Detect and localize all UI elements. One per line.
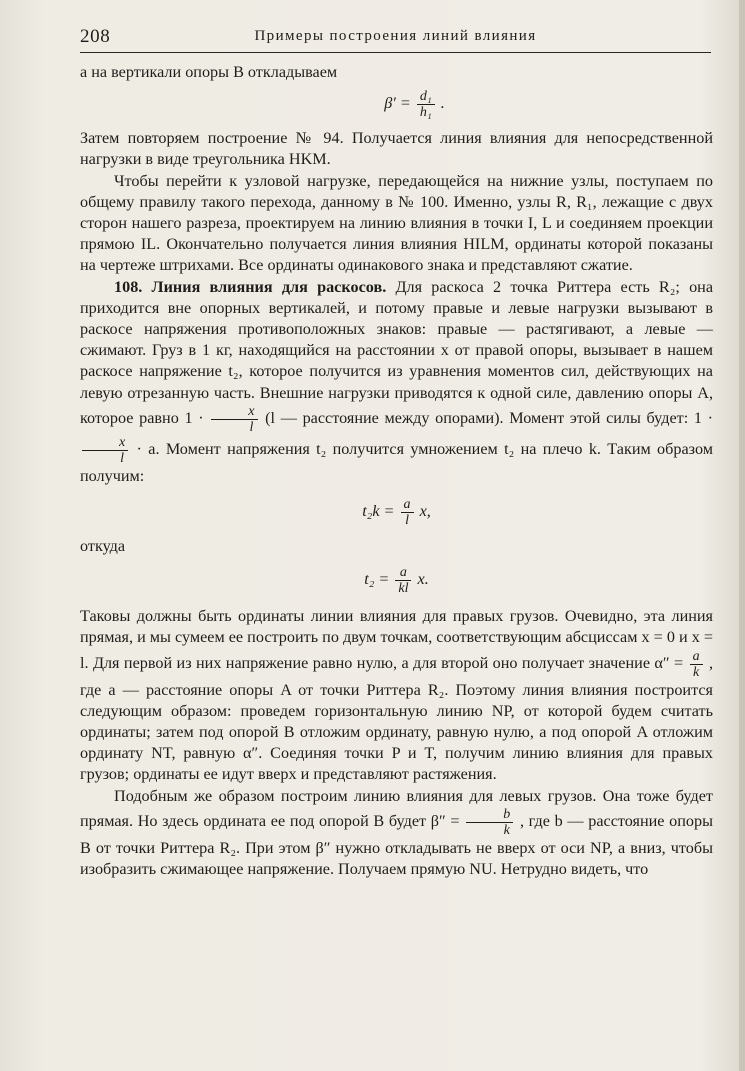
fraction [401,497,414,528]
paragraph [80,606,713,785]
page-body [80,62,713,880]
page-header [80,24,711,53]
section-heading: 108. Линия влияния для раскосов. [114,277,387,296]
formula-tail: . [440,94,445,113]
fraction-numerator: a [401,497,414,513]
fraction-numerator: d₁ [417,89,435,105]
paragraph-text: (l — расстояние между опорами). Момент этой силы будет: 1 · [265,409,714,428]
fraction-numerator: a [395,565,411,581]
paragraph-section-108 [80,277,713,487]
fraction [690,649,703,680]
formula-lhs: t₂k = [362,502,395,521]
paragraph-text: Для раскоса 2 точка Риттера есть R₂; она приходится вне опорных вертикалей, и потому правые и левые нагрузки вызывают в раскосе напряжения противоположных знаков: правые — растягивают, а левые — сжимают. Груз в 1 кг, находящийся на расстоянии x от правой опоры, вызывает в нашем раскосе напряжение t₂, которое получится из уравнения моментов сил, действующих на левую отрезанную часть. Внешние нагрузки приводятся к одной силе, давлению опоры A, которое равно 1 · [80,277,714,428]
fraction [417,89,435,120]
text-line: а на вертикали опоры B откладываем [80,63,338,81]
fraction-numerator: x [211,404,257,420]
page-number: 208 [80,26,111,47]
formula-t2 [80,565,713,596]
fraction [395,565,411,596]
paragraph: Затем повторяем построение № 94. Получается линия влияния для непосредственной нагрузки в виде треугольника HKM. [80,129,713,169]
fraction-denominator: k [503,822,510,838]
paragraph-text: Таковы должны быть ординаты линии влияния для правых грузов. Очевидно, эта линия прямая, и мы сумеем ее построить по двум точкам, соответствующим абсциссам x = 0 и x = l. Для первой из них напряжение равно нулю, а для второй оно получает значение α″ = [80,607,713,672]
fraction-denominator: k [692,664,700,680]
fraction-numerator: x [82,435,128,451]
scan-edge [739,0,745,1071]
paragraph [80,786,713,881]
fraction-denominator: l [249,419,254,435]
fraction [82,435,128,466]
formula-tail: x. [417,570,429,589]
fraction-denominator: kl [398,581,409,597]
paragraph-text: Подобным же образом построим линию влияния для левых грузов. Она тоже будет прямая. Но здесь ордината ее под опорой B будет β″ = [80,786,713,831]
formula-tail: x, [419,502,431,521]
paragraph: Чтобы перейти к узловой нагрузке, передающейся на нижние узлы, поступаем по общему правилу такого перехода, данному в № 100. Именно, узлы R, R₁, лежащие с двух сторон нашего разреза, проектируем на линию влияния в точки I, L и соединяем проекции прямою IL. Окончательно получается линия влияния HILM, ординаты которой показаны на чертеже штрихами. Все ординаты одинакового знака и представляют сжатие. [80,171,713,275]
fraction-numerator: a [690,649,703,665]
fraction [211,404,257,435]
paragraph-text: , где b — расстояние опоры B от точки Риттера R₂. При этом β″ нужно откладывать не вверх от оси NP, а вниз, чтобы изобразить сжимающее напряжение. Получаем прямую NU. Нетрудно видеть, что [80,812,713,879]
fraction-denominator: h₁ [419,105,432,121]
fraction-numerator: b [466,807,513,823]
formula-lhs: t₂ = [364,570,390,589]
formula-beta-prime [116,89,713,120]
fraction-denominator: l [405,513,409,529]
formula-lhs: β′ = [384,94,411,113]
paragraph-text: · a. Момент напряжения t₂ получится умножением t₂ на плечо k. Таким образом получим: [80,440,713,485]
text-line: откуда [80,537,126,556]
fraction [466,807,513,838]
fraction-denominator: l [120,450,125,466]
formula-t2k [80,497,713,528]
running-title: Примеры построения линий влияния [254,28,537,44]
paragraph-text: , где a — расстояние опоры A от точки Риттера R₂. Поэтому линия влияния построится следующим образом: проведем горизонтальную линию NP, от которой будем считать ординаты; затем под опорой B отложим ординату, равную нулю, а под опорой A отложим ординату NT, равную α″. Соединяя точки P и T, получим линию влияния для правых грузов; ординаты ее идут вверх и представляют растяжения. [80,653,714,784]
